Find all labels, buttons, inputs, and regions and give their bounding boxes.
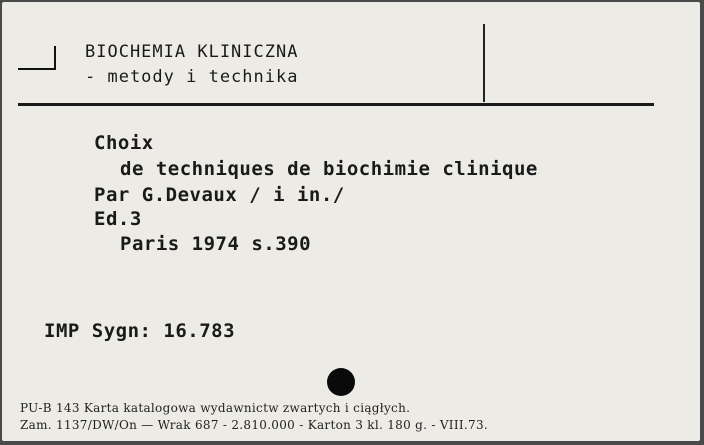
footer-line-2: Zam. 1137/DW/On — Wrak 687 - 2.810.000 - Karton 3 kl. 180 g. - VIII.73. (20, 418, 489, 432)
vertical-divider (483, 24, 485, 102)
entry-imprint: Paris 1974 s.390 (120, 233, 312, 255)
catalog-card (2, 2, 700, 441)
subject-subheading: - metody i technika (85, 67, 299, 87)
entry-editor: Par G.Devaux / i in./ (94, 184, 345, 206)
entry-author: Choix (94, 132, 154, 154)
call-number: IMP Sygn: 16.783 (44, 320, 236, 342)
entry-title: de techniques de biochimie clinique (120, 158, 538, 180)
punch-hole (327, 368, 355, 396)
subject-heading: BIOCHEMIA KLINICZNA (85, 42, 299, 62)
corner-mark (18, 46, 56, 70)
entry-edition: Ed.3 (94, 208, 142, 230)
header-rule (18, 103, 654, 106)
footer-line-1: PU-B 143 Karta katalogowa wydawnictw zwartych i ciągłych. (20, 401, 411, 415)
